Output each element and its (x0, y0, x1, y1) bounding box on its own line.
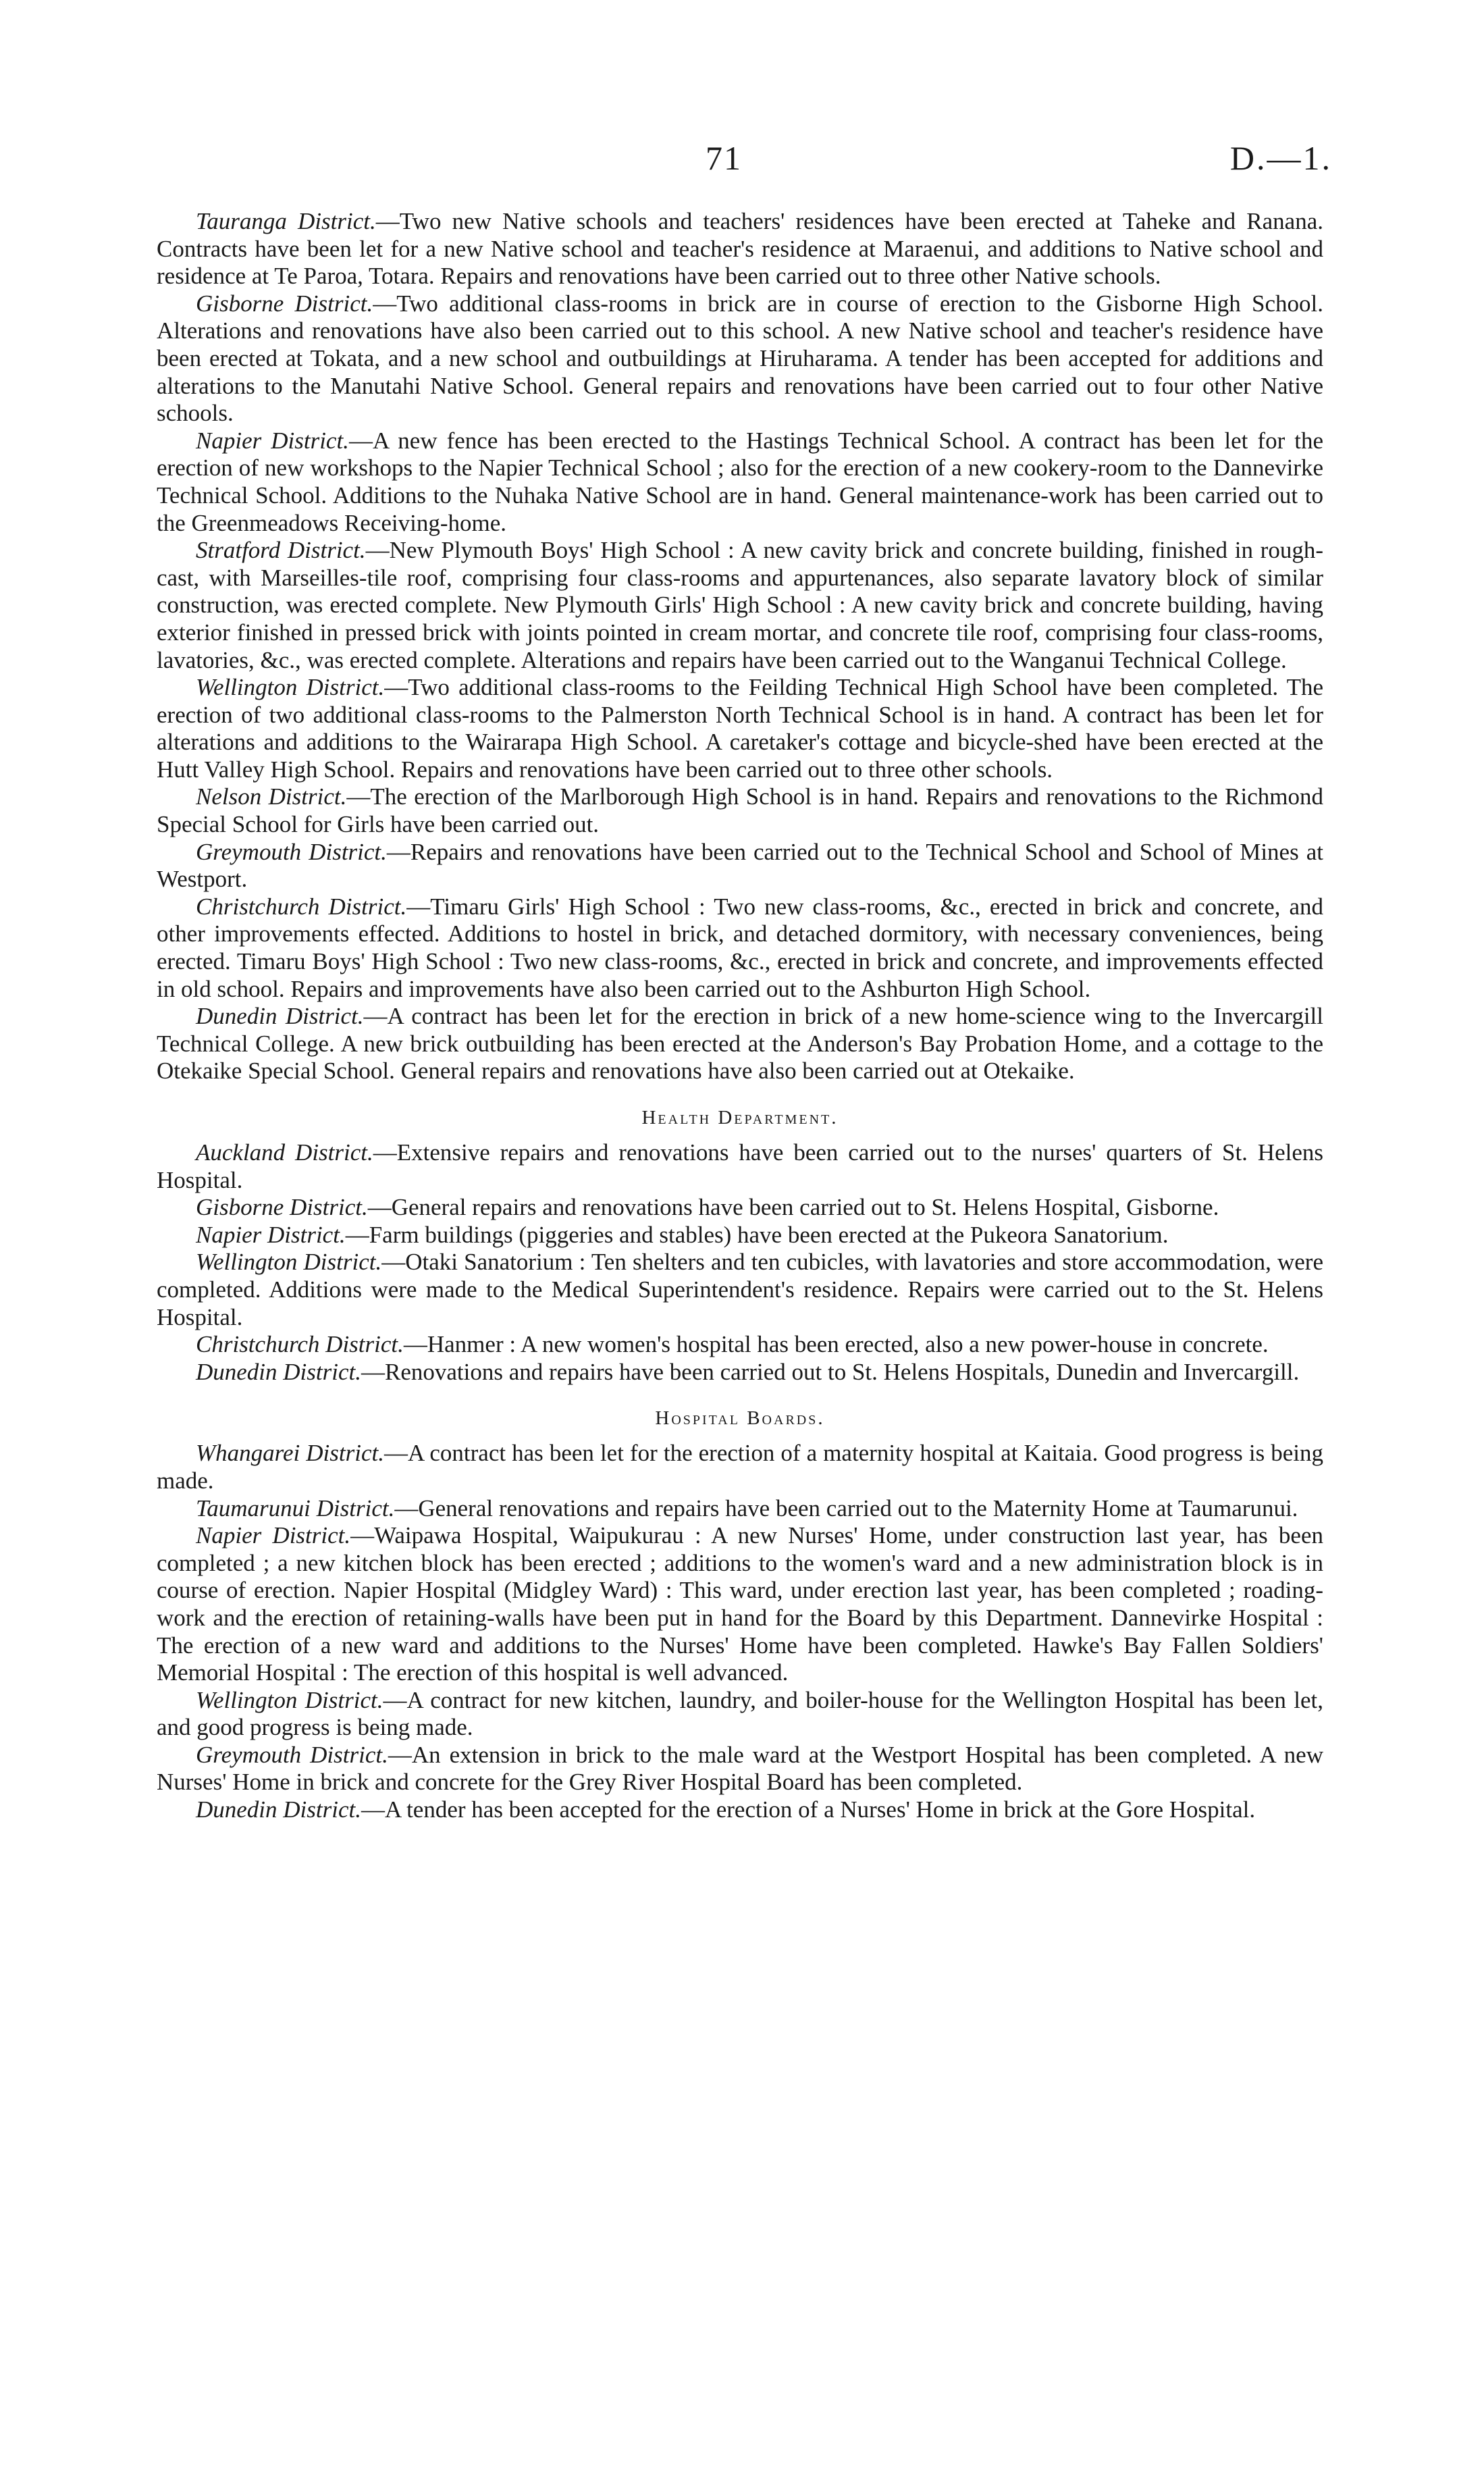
paragraph-text: —Timaru Girls' High School : Two new class-rooms, &c., erected in brick and concrete, and other improvements effected. Additions to hostel in brick, and detached dormitory, with necessary conveniences, being erected. Timaru Boys' High School : Two new class-rooms, &c., erected in brick and concrete, and improvements effected in old school. Repairs and improvements have also been carried out to the Ashburton High School. (157, 893, 1324, 1002)
paragraph (157, 1522, 1323, 1687)
district-name: Nelson District. (196, 783, 347, 810)
paragraph (157, 1331, 1323, 1359)
paragraph (157, 537, 1323, 674)
paragraph-text: —General renovations and repairs have been carried out to the Maternity Home at Taumarunui. (394, 1494, 1298, 1521)
page-number: 71 (706, 139, 742, 177)
district-name: Auckland District. (196, 1139, 373, 1166)
paragraph (157, 1495, 1323, 1523)
paragraph (157, 1796, 1323, 1824)
district-name: Napier District. (196, 427, 349, 454)
district-name: Wellington District. (196, 1686, 383, 1713)
paragraph (157, 674, 1323, 783)
district-name: Wellington District. (196, 1249, 382, 1276)
district-name: Napier District. (196, 1522, 351, 1549)
paragraph-text: —Otaki Sanatorium : Ten shelters and ten cubicles, with lavatories and store accommodation, were completed. Additions were made to the Medical Superintendent's residence. Repairs were carried out to the St. Helens Hospital. (157, 1249, 1323, 1330)
paragraph-text: —Two new Native schools and teachers' residences have been erected at Taheke and Ranana. Contracts have been let for a new Native school and teacher's residence at Maraenui, and additions to Native school and residence at Te Paroa, Totara. Repairs and renovations have been carried out to three other Native schools. (157, 208, 1323, 290)
district-name: Dunedin District. (196, 1796, 361, 1823)
paragraph (157, 427, 1323, 537)
district-name: Taumarunui District. (196, 1494, 395, 1521)
paragraph-text: —Two additional class-rooms in brick are in course of erection to the Gisborne High School. Alterations and renovations have also been carried out to this school. A new Native school and teacher's residence have been erected at Tokata, and a new school and outbuildings at Hiruharama. A tender has been accepted for additions and alterations to the Manutahi Native School. General repairs and renovations have been carried out to four other Native schools. (157, 290, 1323, 427)
paragraph (157, 1194, 1323, 1222)
district-name: Tauranga District. (196, 208, 376, 234)
paragraph (157, 1222, 1323, 1249)
paragraph-text: —A tender has been accepted for the erection of a Nurses' Home in brick at the Gore Hospital. (361, 1796, 1256, 1823)
district-name: Gisborne District. (196, 290, 373, 317)
district-name: Wellington District. (196, 674, 385, 701)
paragraph (157, 839, 1323, 893)
district-name: Dunedin District. (196, 1358, 361, 1385)
paragraph (157, 208, 1323, 290)
paragraph (157, 1440, 1323, 1494)
section (157, 1405, 1323, 1823)
paragraph (157, 290, 1323, 427)
paragraph (157, 1359, 1323, 1386)
document-body (157, 208, 1323, 1824)
paragraph-text: —Repairs and renovations have been carried out to the Technical School and School of Mines at Westport. (157, 838, 1323, 893)
paragraph-text: —General repairs and renovations have been carried out to St. Helens Hospital, Gisborne. (367, 1194, 1219, 1221)
district-name: Greymouth District. (196, 1741, 388, 1768)
district-name: Dunedin District. (196, 1003, 364, 1030)
district-name: Napier District. (196, 1221, 346, 1248)
section (157, 1104, 1323, 1386)
paragraph (157, 1687, 1323, 1742)
document-reference: D.—1. (1229, 139, 1332, 177)
paragraph-text: —Hanmer : A new women's hospital has been erected, also a new power-house in concrete. (403, 1331, 1269, 1358)
paragraph (157, 1249, 1323, 1331)
paragraph-text: —A contract for new kitchen, laundry, and boiler-house for the Wellington Hospital has been let, and good progress is being made. (157, 1686, 1323, 1741)
paragraph-text: —Extensive repairs and renovations have been carried out to the nurses' quarters of St. Helens Hospital. (157, 1139, 1323, 1193)
paragraph-text: —A contract has been let for the erection of a maternity hospital at Kaitaia. Good progress is being made. (157, 1440, 1323, 1494)
section (157, 208, 1323, 1085)
paragraph-text: —An extension in brick to the male ward at the Westport Hospital has been completed. A new Nurses' Home in brick and concrete for the Grey River Hospital Board has been completed. (157, 1741, 1323, 1796)
paragraph-text: —Two additional class-rooms to the Feilding Technical High School have been completed. The erection of two additional class-rooms to the Palmerston North Technical School is in hand. A contract has been let for alterations and additions to the Wairarapa High School. A caretaker's cottage and bicycle-shed have been erected at the Hutt Valley High School. Repairs and renovations have been carried out to three other schools. (157, 674, 1323, 783)
paragraph (157, 893, 1323, 1003)
paragraph-text: —The erection of the Marlborough High School is in hand. Repairs and renovations to the Richmond Special School for Girls have been carried out. (157, 783, 1323, 838)
paragraph (157, 783, 1323, 838)
paragraph-text: —Renovations and repairs have been carried out to St. Helens Hospitals, Dunedin and Invercargill. (361, 1358, 1300, 1385)
section-heading: Hospital Boards. (655, 1407, 825, 1430)
paragraph-text: —Waipawa Hospital, Waipukurau : A new Nurses' Home, under construction last year, has been completed ; a new kitchen block has been erected ; additions to the women's ward and a new administration block is in course of erection. Napier Hospital (Midgley Ward) : This ward, under erection last year, has been completed ; roading-work and the erection of retaining-walls have been put in hand for the Board by this Department. Dannevirke Hospital : The erection of a new ward and additions to the Nurses' Home have been completed. Hawke's Bay Fallen Soldiers' Memorial Hospital : The erection of this hospital is well advanced. (157, 1522, 1323, 1686)
paragraph-text: —Farm buildings (piggeries and stables) have been erected at the Pukeora Sanatorium. (345, 1221, 1169, 1248)
district-name: Christchurch District. (196, 893, 407, 920)
paragraph-text: —New Plymouth Boys' High School : A new cavity brick and concrete building, finished in rough-cast, with Marseilles-tile roof, comprising four class-rooms and appurtenances, also separate lavatory block of similar construction, was erected complete. New Plymouth Girls' High School : A new cavity brick and concrete building, having exterior finished in pressed brick with joints pointed in cream mortar, and concrete tile roof, comprising four class-rooms, lavatories, &c., was erected complete. Alterations and repairs have been carried out to the Wanganui Technical College. (157, 537, 1323, 673)
paragraph-text: —A new fence has been erected to the Hastings Technical School. A contract has been let for the erection of new workshops to the Napier Technical School ; also for the erection of a new cookery-room to the Dannevirke Technical School. Additions to the Nuhaka Native School are in hand. General maintenance-work has been carried out to the Greenmeadows Receiving-home. (157, 427, 1323, 536)
paragraph-text: —A contract has been let for the erection in brick of a new home-science wing to the Invercargill Technical College. A new brick outbuilding has been erected at the Anderson's Bay Probation Home, and a cottage to the Otekaike Special School. General repairs and renovations have also been carried out at Otekaike. (157, 1003, 1323, 1085)
district-name: Gisborne District. (196, 1194, 368, 1221)
page-header (0, 138, 1484, 186)
district-name: Christchurch District. (196, 1331, 404, 1358)
district-name: Greymouth District. (196, 838, 387, 865)
district-name: Whangarei District. (196, 1440, 384, 1467)
section-heading: Health Department. (641, 1107, 839, 1128)
paragraph (157, 1139, 1323, 1194)
paragraph (157, 1003, 1323, 1085)
district-name: Stratford District. (196, 537, 366, 564)
paragraph (157, 1742, 1323, 1796)
